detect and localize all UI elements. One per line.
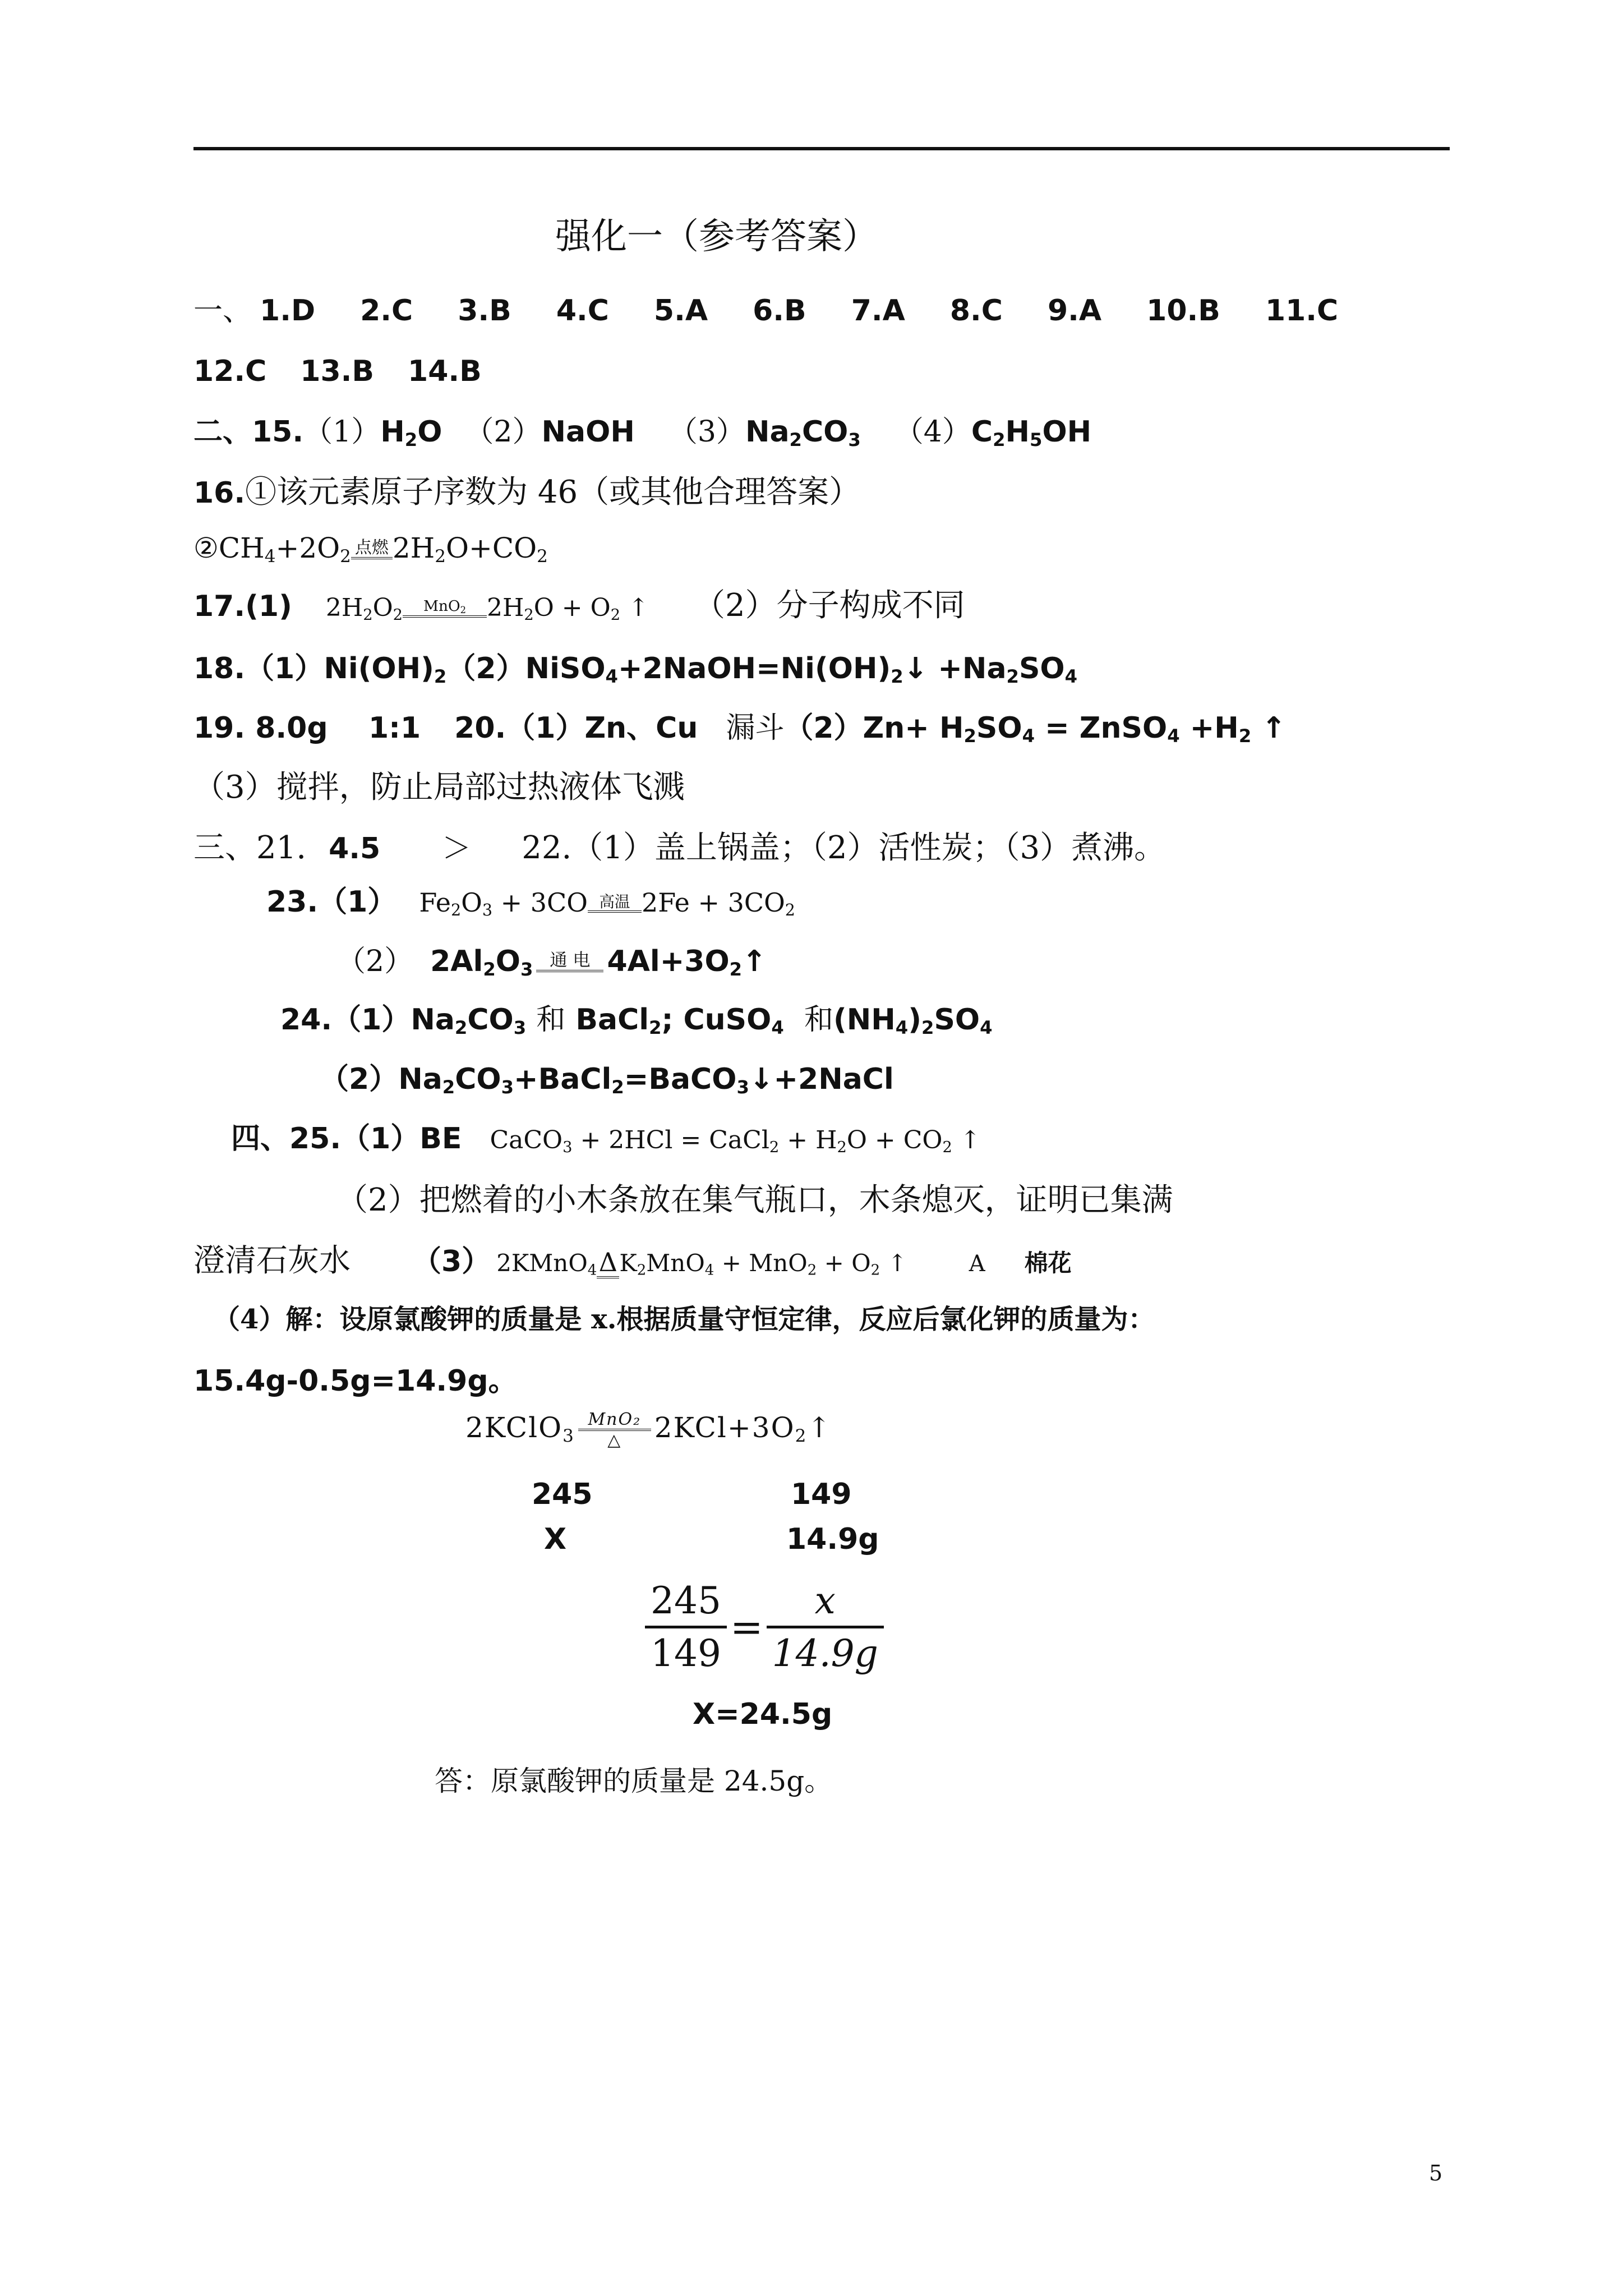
q19-text: 19. 8.0g 1:1: [193, 711, 421, 745]
calc-final-answer: 答：原氯酸钾的质量是 24.5g。: [435, 1765, 833, 1797]
q25-line2: （2）把燃着的小木条放在集气瓶口，木条熄灭，证明已集满: [336, 1182, 1173, 1218]
calc-result: X=24.5g: [693, 1697, 833, 1731]
answer-9: 9.A: [1047, 294, 1102, 328]
q15-part3-label: （3）: [668, 415, 745, 449]
answer-14: 14.B: [408, 355, 482, 388]
q23-part2-label: （2）: [336, 945, 414, 978]
q23-num: 23.（1）: [266, 885, 397, 919]
section1-row2: [193, 357, 482, 386]
q25-line1: 四、25.（1）BE CaCO$_3$ + 2HCl = CaCl$_2$ + $H_2O + CO_2$ ↑: [231, 1122, 981, 1156]
answer-5: 5.A: [653, 294, 708, 328]
q21-prefix: 三、21.: [193, 830, 307, 866]
answer-1: 1.D: [260, 294, 316, 328]
calc-condition: MnO₂ △: [578, 1410, 651, 1450]
q21-gt: ＞: [442, 832, 472, 866]
q23-condition2: 通 电: [536, 951, 603, 976]
q25-line3: 澄清石灰水 （3） 2KMnO$_4$ Δ $K_2MnO_4 + MnO_2 + O_2$ ↑ A 棉花: [193, 1245, 1072, 1282]
q20-funnel: 漏斗: [726, 711, 785, 745]
q23-line1: 23.（1） $Fe_2O_3 + 3CO$ 高温 $2Fe + 3CO_2$: [266, 885, 795, 920]
q17-num: 17.(1): [193, 590, 292, 623]
q15-line: [193, 417, 1091, 449]
q18-part2-label: （2）: [446, 652, 525, 685]
q23-line2: （2） $2Al_2O_3$ 通 电 $4Al+3O_2↑$: [336, 945, 767, 981]
q20-part1: 20.（1）Zn、Cu: [454, 711, 698, 745]
calc-proportion: $\frac{245}{149}$ = $\frac{x}{14.9g}$: [645, 1579, 884, 1675]
answer-8: 8.C: [949, 294, 1003, 328]
q23-condition1: 高温: [588, 894, 642, 916]
q20-part2-prefix: （2）Zn+ H: [784, 711, 964, 745]
q25-delta-condition: Δ: [597, 1248, 619, 1282]
q24-line1: $24.(1)Na_2CO_3$ 和 BaCl$_2$; CuSO$_4$ 和$(NH_4)_2SO_4$: [280, 1003, 993, 1039]
q19-line: 19. 8.0g 1:1 20.（1）Zn、Cu 漏斗$(2)Zn+ H_2SO_4$ = ZnSO$_4$ $+H_2$ ↑: [193, 711, 1286, 747]
q16-circle2: ②: [193, 532, 219, 564]
q25-cotton: 棉花: [1024, 1249, 1072, 1277]
q25-line5: 15.4g-0.5g=14.9g。: [193, 1364, 518, 1398]
q25-part3-label: （3）: [412, 1245, 491, 1278]
q25-line4: （4）解：设原氯酸钾的质量是 x.根据质量守恒定律，反应后氯化钾的质量为：: [213, 1304, 1155, 1335]
calc-fraction-right: $\frac{x}{14.9g}$: [767, 1579, 884, 1675]
calc-equation: 2KClO$_3$ MnO₂ △ $2KCl+3O_2↑$: [465, 1410, 832, 1450]
answer-13: 13.B: [300, 355, 375, 388]
q16-condition: 点燃: [351, 539, 393, 563]
header-rule: [193, 147, 1450, 150]
q15-answer4: $C_2H_5OH$: [971, 415, 1092, 451]
q17-part2: （2）分子构成不同: [693, 587, 965, 624]
calc-kcl-mass: 14.9g: [786, 1522, 879, 1556]
answer-12: 12.C: [193, 355, 267, 388]
q16-text: ①该元素原子序数为 46（或其他合理答案）: [245, 474, 861, 510]
q24-part2-label: （2）: [320, 1062, 399, 1096]
calc-fraction-left: $\frac{245}{149}$: [645, 1579, 727, 1675]
q21-line: [193, 832, 1165, 864]
calc-unknown-x: X: [544, 1522, 567, 1556]
q15-prefix: 二、15.: [193, 415, 304, 449]
q15-answer1: $H_2O$: [380, 415, 442, 451]
q15-answer3: $Na_2CO_3$: [745, 415, 861, 451]
q17-condition: MnO$_2$: [403, 598, 487, 621]
q22-text: 22.（1）盖上锅盖；（2）活性炭；（3）煮沸。: [522, 830, 1166, 866]
calc-molar-mass-kclo3: 245: [532, 1478, 593, 1511]
q16-line2: $②CH_4+2O_2$ 点燃 $2H_2O+CO_2$: [193, 532, 548, 567]
q18-line: $18.(1)Ni(OH)_2(2)NiSO_4+2NaOH=Ni(OH)_2↓ +Na_2SO_4$: [193, 652, 1078, 688]
q21-value: 4.5: [329, 832, 381, 866]
q20-line2: （3）搅拌，防止局部过热液体飞溅: [193, 769, 685, 806]
answer-2: 2.C: [360, 294, 413, 328]
page-title: 强化一（参考答案）: [555, 216, 878, 257]
q25-limewater: 澄清石灰水: [193, 1243, 351, 1279]
q16-line1: 16.①该元素原子序数为 46（或其他合理答案）: [193, 474, 861, 510]
calc-molar-mass-kcl: 149: [791, 1478, 852, 1511]
answer-7: 7.A: [851, 294, 905, 328]
q15-part2-label: （2）: [464, 415, 542, 449]
q15-answer2: NaOH: [541, 415, 635, 449]
answer-3: 3.B: [458, 294, 511, 328]
answer-6: 6.B: [753, 294, 806, 328]
q25-prefix: 四、25.（1）BE: [231, 1122, 462, 1156]
q17-line: 17.(1) $2H_2O_2$ MnO$_2$ $2H_2O + O_2$ ↑ （2）分子构成不同: [193, 587, 965, 624]
answer-10: 10.B: [1146, 294, 1220, 328]
section1-prefix: 一、: [193, 294, 252, 328]
q15-part1-label: （1）: [303, 415, 381, 449]
q15-part4-label: （4）: [894, 415, 971, 449]
q18-num: 18.（1）: [193, 652, 324, 685]
answer-11: 11.C: [1265, 294, 1339, 328]
answer-4: 4.C: [556, 294, 609, 328]
q24-line2: $(2)Na_2CO_3+BaCl_2=BaCO_3↓+2NaCl$: [320, 1062, 894, 1098]
q24-num: 24.（1）: [280, 1003, 411, 1037]
page-number: 5: [1429, 2161, 1443, 2185]
section1-row1: [193, 294, 1339, 328]
q25-choice: A: [969, 1251, 985, 1277]
